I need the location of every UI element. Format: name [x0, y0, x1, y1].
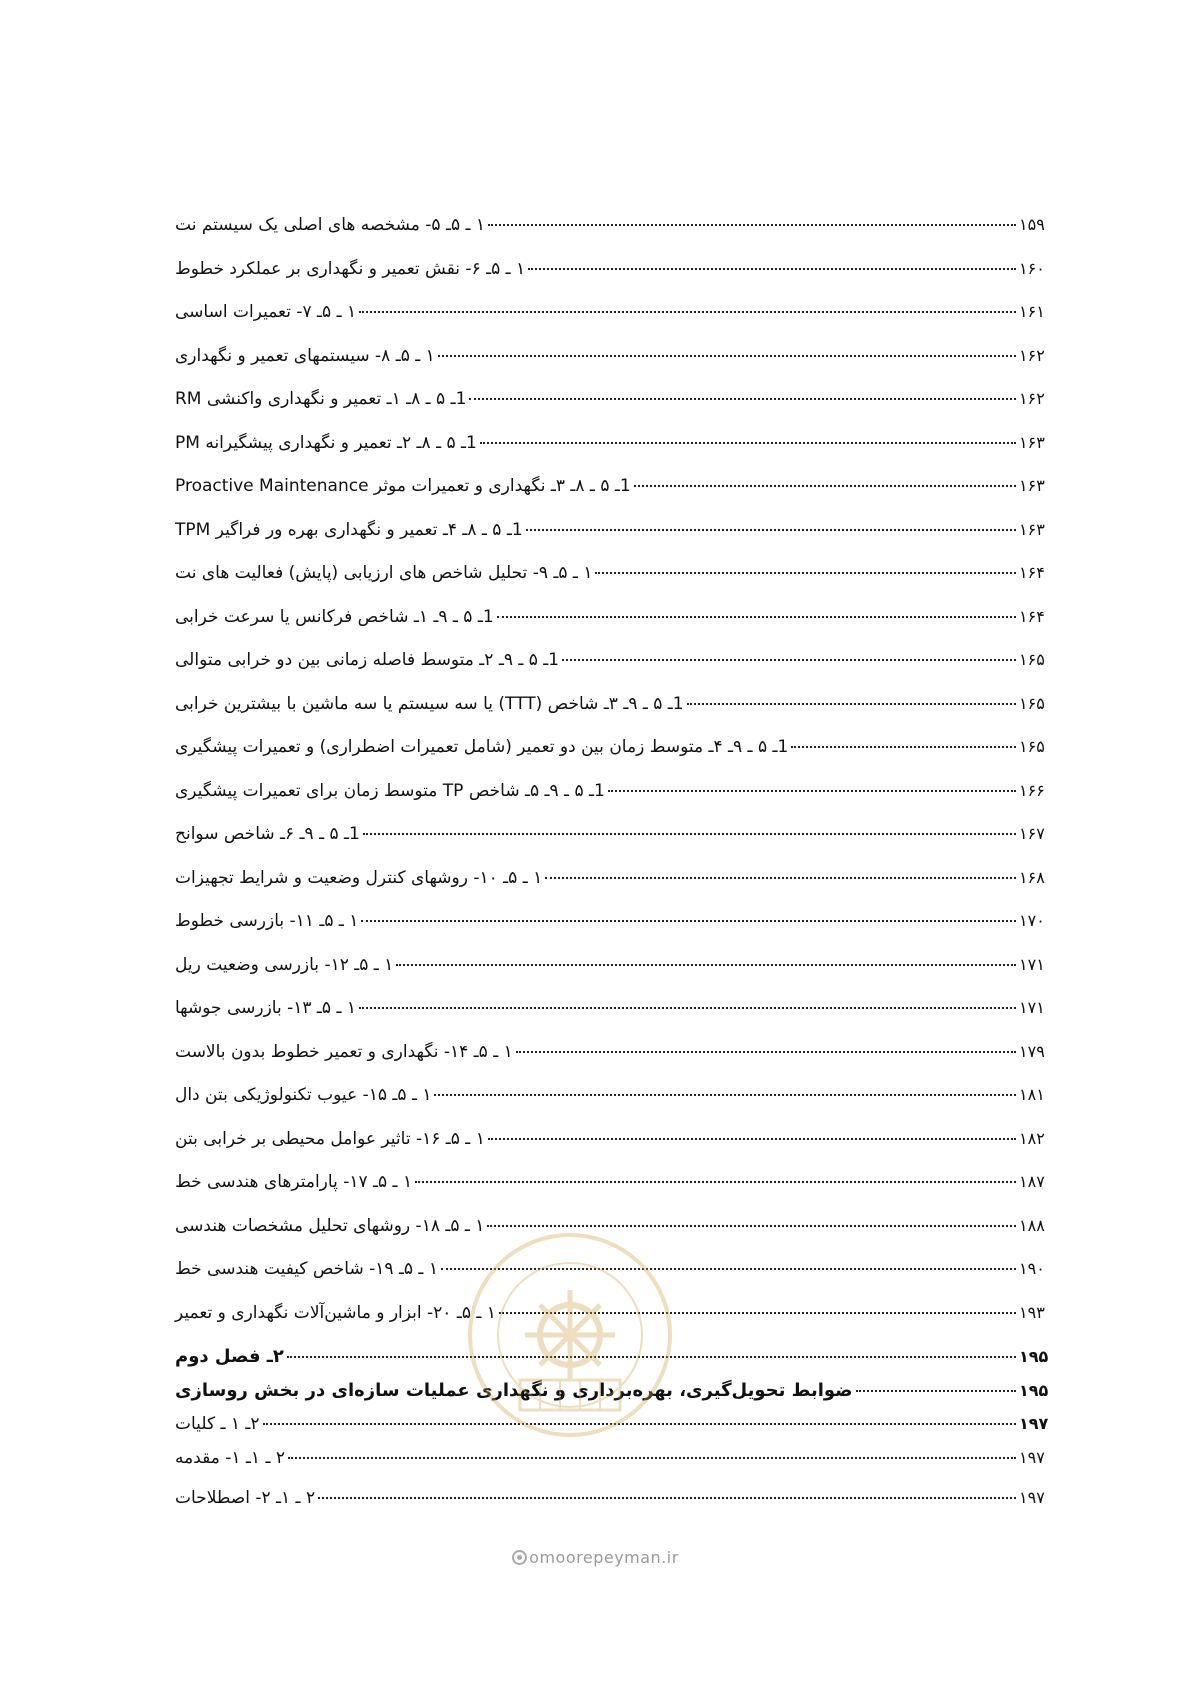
toc-leader	[361, 920, 1016, 922]
toc-leader	[438, 355, 1016, 357]
toc-row	[175, 781, 1055, 825]
toc-page-number: ۱۷۱	[1019, 998, 1045, 1017]
toc-page-number: ۱۸۸	[1019, 1215, 1045, 1235]
toc-leader	[595, 572, 1016, 574]
toc-page-number: ۱۸۷	[1019, 1172, 1045, 1191]
toc-leader	[359, 1007, 1016, 1009]
toc-page-number: ۱۶۶	[1019, 780, 1045, 800]
toc-page-number: ۱۶۲	[1019, 389, 1045, 408]
toc-leader	[687, 703, 1016, 705]
toc-title: 1ـ ۵ ـ ۸ـ ۲ـ تعمیر و نگهداری پیشگیرانه PM	[175, 432, 477, 453]
toc-leader	[499, 1312, 1016, 1314]
toc-row	[175, 1448, 1055, 1482]
toc-page-number: ۱۶۴	[1019, 563, 1045, 582]
toc-row	[175, 607, 1055, 651]
toc-leader	[562, 659, 1016, 661]
toc-title: ۱ ـ ۵ـ ۵- مشخصه های اصلی یک سیستم نت	[175, 215, 486, 235]
toc-page-number: ۱۹۵	[1019, 1347, 1049, 1366]
toc-title: ۱ ـ ۵ـ ۸- سیستمهای تعمیر و نگهداری	[175, 345, 435, 366]
toc-title: ۱ ـ ۵ـ ۲۰- ابزار و ماشین‌آلات نگهداری و تعمیر	[175, 1302, 496, 1323]
toc-leader	[634, 485, 1016, 487]
toc-page-number: ۱۶۰	[1019, 258, 1045, 278]
toc-title: ۱ ـ ۵ـ ۱۱- بازرسی خطوط	[175, 911, 359, 931]
toc-title: ۲ـ ۱ ـ کلیات	[175, 1414, 260, 1434]
toc-title: ۱ ـ ۵ـ ۷- تعمیرات اساسی	[175, 302, 357, 322]
toc-page-number: ۱۷۰	[1019, 911, 1045, 930]
toc-page-number: ۱۷۱	[1019, 954, 1045, 974]
toc-title: ۲ ـ ۱ـ ۱- مقدمه	[175, 1448, 285, 1468]
toc-row	[175, 433, 1055, 477]
toc-leader	[441, 1268, 1016, 1270]
toc-page-number: ۱۶۳	[1019, 476, 1045, 495]
toc-leader	[545, 877, 1016, 879]
toc-title: ۱ ـ ۵ـ ۶- نقش تعمیر و نگهداری بر عملکرد خطوط	[175, 258, 526, 279]
toc-page-number: ۱۹۳	[1019, 1302, 1045, 1322]
toc-row	[175, 998, 1055, 1042]
toc-leader	[363, 833, 1016, 835]
toc-row	[175, 1216, 1055, 1260]
toc-page-number: ۱۶۳	[1019, 432, 1045, 452]
toc-page-number: ۱۹۷	[1019, 1414, 1049, 1433]
toc-row	[175, 650, 1055, 694]
toc-leader	[469, 398, 1016, 400]
toc-page-number: ۱۶۵	[1019, 650, 1045, 669]
toc-row	[175, 694, 1055, 738]
toc-row	[175, 346, 1055, 390]
toc-leader	[263, 1423, 1017, 1425]
toc-leader	[434, 1094, 1016, 1096]
toc-leader	[288, 1457, 1016, 1459]
toc-page-number: ۱۹۷	[1019, 1488, 1045, 1507]
toc-title: 1ـ ۵ ـ ۹ـ ۴ـ متوسط زمان بین دو تعمیر (شامل تعمیرات اضطراری) و تعمیرات پیشگیری	[175, 737, 789, 757]
toc-title: 1ـ ۵ ـ ۹ـ ۳ـ شاخص (TTT) یا سه سیستم یا سه ماشین با بیشترین خرابی	[175, 693, 684, 714]
toc-leader	[526, 529, 1016, 531]
toc-title: 1ـ ۵ ـ ۹ـ ۶ـ شاخص سوانح	[175, 824, 360, 844]
site-watermark	[0, 1548, 1191, 1567]
toc-leader	[516, 1051, 1016, 1053]
toc-title: 1ـ ۵ ـ ۸ـ ۴ـ تعمیر و نگهداری بهره ور فراگیر TPM	[175, 519, 523, 540]
toc-title: 1ـ ۵ ـ ۹ـ ۲ـ متوسط فاصله زمانی بین دو خرابی متوالی	[175, 650, 560, 670]
toc-page-number: ۱۸۱	[1019, 1085, 1045, 1104]
toc-row	[175, 955, 1055, 999]
toc-leader	[480, 442, 1016, 444]
toc-leader	[359, 311, 1016, 313]
toc-row	[175, 563, 1055, 607]
toc-section-row	[175, 1414, 1055, 1448]
toc-title: ۱ ـ ۵ـ ۱۳- بازرسی جوشها	[175, 998, 356, 1018]
toc-leader	[396, 964, 1016, 966]
toc-row	[175, 868, 1055, 912]
toc-title: 1ـ ۵ ـ ۹ـ ۱ـ شاخص فرکانس یا سرعت خرابی	[175, 606, 494, 627]
toc-title: 1ـ ۵ ـ ۹ـ ۵ـ شاخص TP متوسط زمان برای تعمیرات پیشگیری	[175, 780, 605, 801]
toc-row	[175, 259, 1055, 303]
toc-title: ۱ ـ ۵ـ ۱۶- تاثیر عوامل محیطی بر خرابی بتن	[175, 1128, 485, 1149]
toc-row	[175, 520, 1055, 564]
toc-row	[175, 1129, 1055, 1173]
toc-title: ۱ ـ ۵ـ ۱۵- عیوب تکنولوژیکی بتن دال	[175, 1085, 432, 1105]
toc-title: ۱ ـ ۵ـ ۱۸- روشهای تحلیل مشخصات هندسی	[175, 1215, 485, 1236]
toc-page-number: ۱۶۷	[1019, 824, 1045, 843]
toc-leader	[488, 1138, 1016, 1140]
toc-page-number: ۱۹۷	[1019, 1448, 1045, 1467]
toc-title: ۱ ـ ۵ـ ۱۲- بازرسی وضعیت ریل	[175, 954, 394, 975]
toc-row	[175, 1303, 1055, 1347]
toc-row	[175, 737, 1055, 781]
toc-row	[175, 302, 1055, 346]
toc-row	[175, 215, 1055, 259]
toc-page-number: ۱۹۵	[1019, 1381, 1049, 1400]
toc-title: ۱ ـ ۵ـ ۱۹- شاخص کیفیت هندسی خط	[175, 1259, 438, 1279]
toc-page-number: ۱۶۵	[1019, 693, 1045, 713]
toc-page-number: ۱۵۹	[1019, 215, 1045, 234]
toc-title: ۱ ـ ۵ـ ۱۴- نگهداری و تعمیر خطوط بدون بالاست	[175, 1041, 513, 1062]
toc-title: ۱ ـ ۵ـ ۱۷- پارامترهای هندسی خط	[175, 1172, 413, 1192]
toc-row	[175, 911, 1055, 955]
toc-page-number: ۱۶۱	[1019, 302, 1045, 321]
toc-row	[175, 824, 1055, 868]
at-icon	[512, 1550, 527, 1565]
toc-page-number: ۱۶۲	[1019, 345, 1045, 365]
toc-chapter-title-row	[175, 1380, 1055, 1414]
toc-leader	[528, 268, 1016, 270]
toc-chapter-row	[175, 1346, 1055, 1380]
toc-leader	[318, 1497, 1016, 1499]
toc-title: ۱ ـ ۵ـ ۱۰- روشهای کنترل وضعیت و شرایط تجهیزات	[175, 867, 543, 888]
toc-title: ۲ـ فصل دوم	[175, 1346, 284, 1367]
toc-title: ۲ ـ ۱ـ ۲- اصطلاحات	[175, 1488, 316, 1508]
toc-leader	[488, 224, 1016, 226]
toc-leader	[791, 746, 1016, 748]
toc-row	[175, 476, 1055, 520]
toc-page-number: ۱۹۰	[1019, 1259, 1045, 1278]
toc-title: 1ـ ۵ ـ ۸ـ ۳ـ نگهداری و تعمیرات موثر Proactive Maintenance	[175, 476, 631, 496]
toc-leader	[497, 616, 1016, 618]
toc-page-number: ۱۷۹	[1019, 1041, 1045, 1061]
toc-page-number: ۱۶۳	[1019, 519, 1045, 539]
toc-leader	[856, 1390, 1016, 1392]
toc-page-number: ۱۶۵	[1019, 737, 1045, 756]
toc-title: 1ـ ۵ ـ ۸ـ ۱ـ تعمیر و نگهداری واکنشی RM	[175, 389, 467, 409]
toc-page-number: ۱۸۲	[1019, 1128, 1045, 1148]
toc-page-number: ۱۶۴	[1019, 606, 1045, 626]
table-of-contents	[175, 215, 1055, 1528]
toc-leader	[415, 1181, 1016, 1183]
toc-title: ضوابط تحویل‌گیری، بهره‌برداری و نگهداری عملیات سازه‌ای در بخش روسازی	[175, 1380, 853, 1401]
toc-leader	[287, 1356, 1016, 1358]
toc-row	[175, 1172, 1055, 1216]
toc-leader	[608, 790, 1016, 792]
toc-row	[175, 1042, 1055, 1086]
site-name: omoorepeyman.ir	[529, 1548, 679, 1567]
toc-page-number: ۱۶۸	[1019, 867, 1045, 887]
toc-row	[175, 1488, 1055, 1528]
toc-row	[175, 389, 1055, 433]
toc-row	[175, 1085, 1055, 1129]
toc-title: ۱ ـ ۵ـ ۹- تحلیل شاخص های ارزیابی (پایش) فعالیت های نت	[175, 563, 593, 583]
toc-row	[175, 1259, 1055, 1303]
toc-leader	[487, 1225, 1016, 1227]
